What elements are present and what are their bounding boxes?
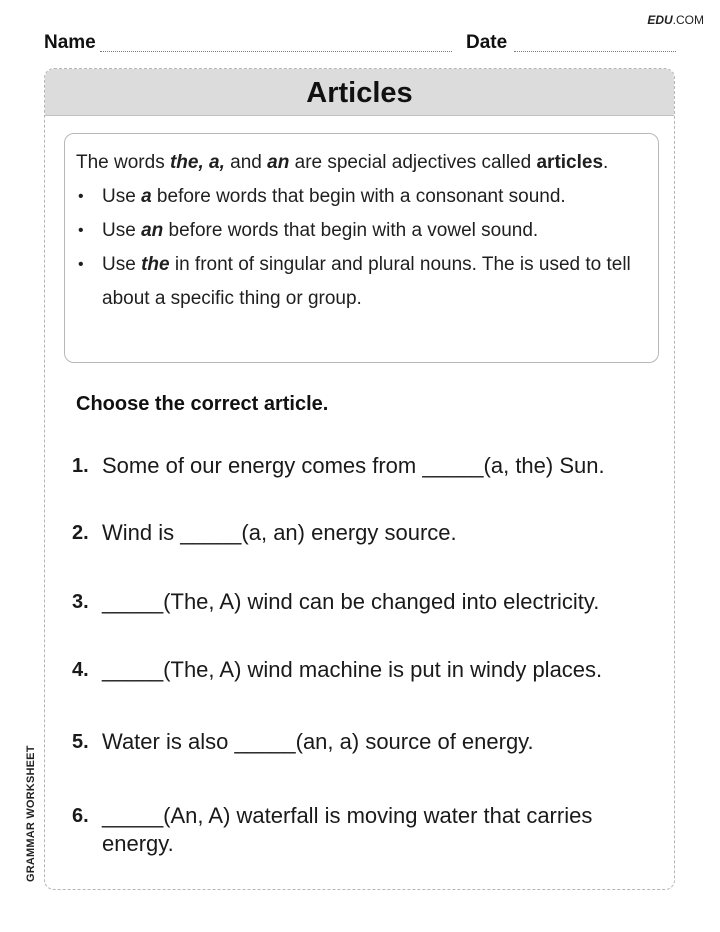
page-title: Articles (45, 69, 674, 116)
rule-keyword: an (141, 220, 164, 241)
question-number: 4. (72, 659, 89, 681)
question-item (72, 802, 612, 858)
question-item (72, 452, 652, 480)
question-item (72, 728, 652, 756)
rule-text: in front of singular and plural nouns. The is used to tell about a specific thing or group. (102, 254, 631, 309)
site-logo (647, 13, 704, 27)
rule-text: before words that begin with a consonant sound. (151, 186, 566, 207)
logo-bold: EDU (647, 13, 673, 27)
intro-an: an (267, 152, 290, 173)
rules-list (76, 180, 646, 316)
question-text: Wind is _____(a, an) energy source. (102, 520, 457, 545)
intro-and: and (224, 152, 268, 173)
rule-prefix: Use (102, 186, 142, 207)
question-number: 2. (72, 522, 89, 544)
intro-before: The words (76, 152, 170, 173)
worksheet-frame (44, 68, 675, 890)
logo-suffix: .COM (672, 13, 704, 27)
rule-prefix: Use (102, 254, 142, 275)
question-text: Some of our energy comes from _____(a, the) Sun. (102, 453, 605, 478)
intro-keywords: the, a, (169, 152, 225, 173)
instructions: Choose the correct article. (76, 393, 329, 415)
rule-keyword: a (141, 186, 152, 207)
date-label: Date (466, 32, 508, 53)
question-item (72, 588, 652, 616)
question-number: 1. (72, 455, 89, 477)
intro-end: . (603, 152, 609, 173)
question-text: Water is also _____(an, a) source of energy. (102, 729, 534, 754)
worksheet-type-label: GRAMMAR WORKSHEET (25, 745, 37, 882)
intro-after: are special adjectives called (289, 152, 537, 173)
rules-box (64, 133, 659, 363)
question-item (72, 656, 652, 684)
name-field[interactable] (100, 51, 452, 52)
name-label: Name (44, 32, 96, 53)
rule-prefix: Use (102, 220, 142, 241)
question-item (72, 519, 652, 547)
rule-text: before words that begin with a vowel sound. (163, 220, 539, 241)
rule-item (76, 248, 646, 316)
question-text: _____(An, A) waterfall is moving water that carries energy. (102, 803, 593, 856)
header-row (44, 32, 676, 54)
question-number: 5. (72, 731, 89, 753)
question-text: _____(The, A) wind machine is put in windy places. (102, 657, 603, 682)
question-number: 3. (72, 591, 89, 613)
question-number: 6. (72, 805, 89, 827)
intro-text (76, 146, 646, 180)
rule-keyword: the (141, 254, 170, 275)
intro-term: articles (536, 152, 604, 173)
rule-item (76, 214, 646, 248)
question-text: _____(The, A) wind can be changed into electricity. (102, 589, 600, 614)
date-field[interactable] (514, 51, 676, 52)
rule-item (76, 180, 646, 214)
